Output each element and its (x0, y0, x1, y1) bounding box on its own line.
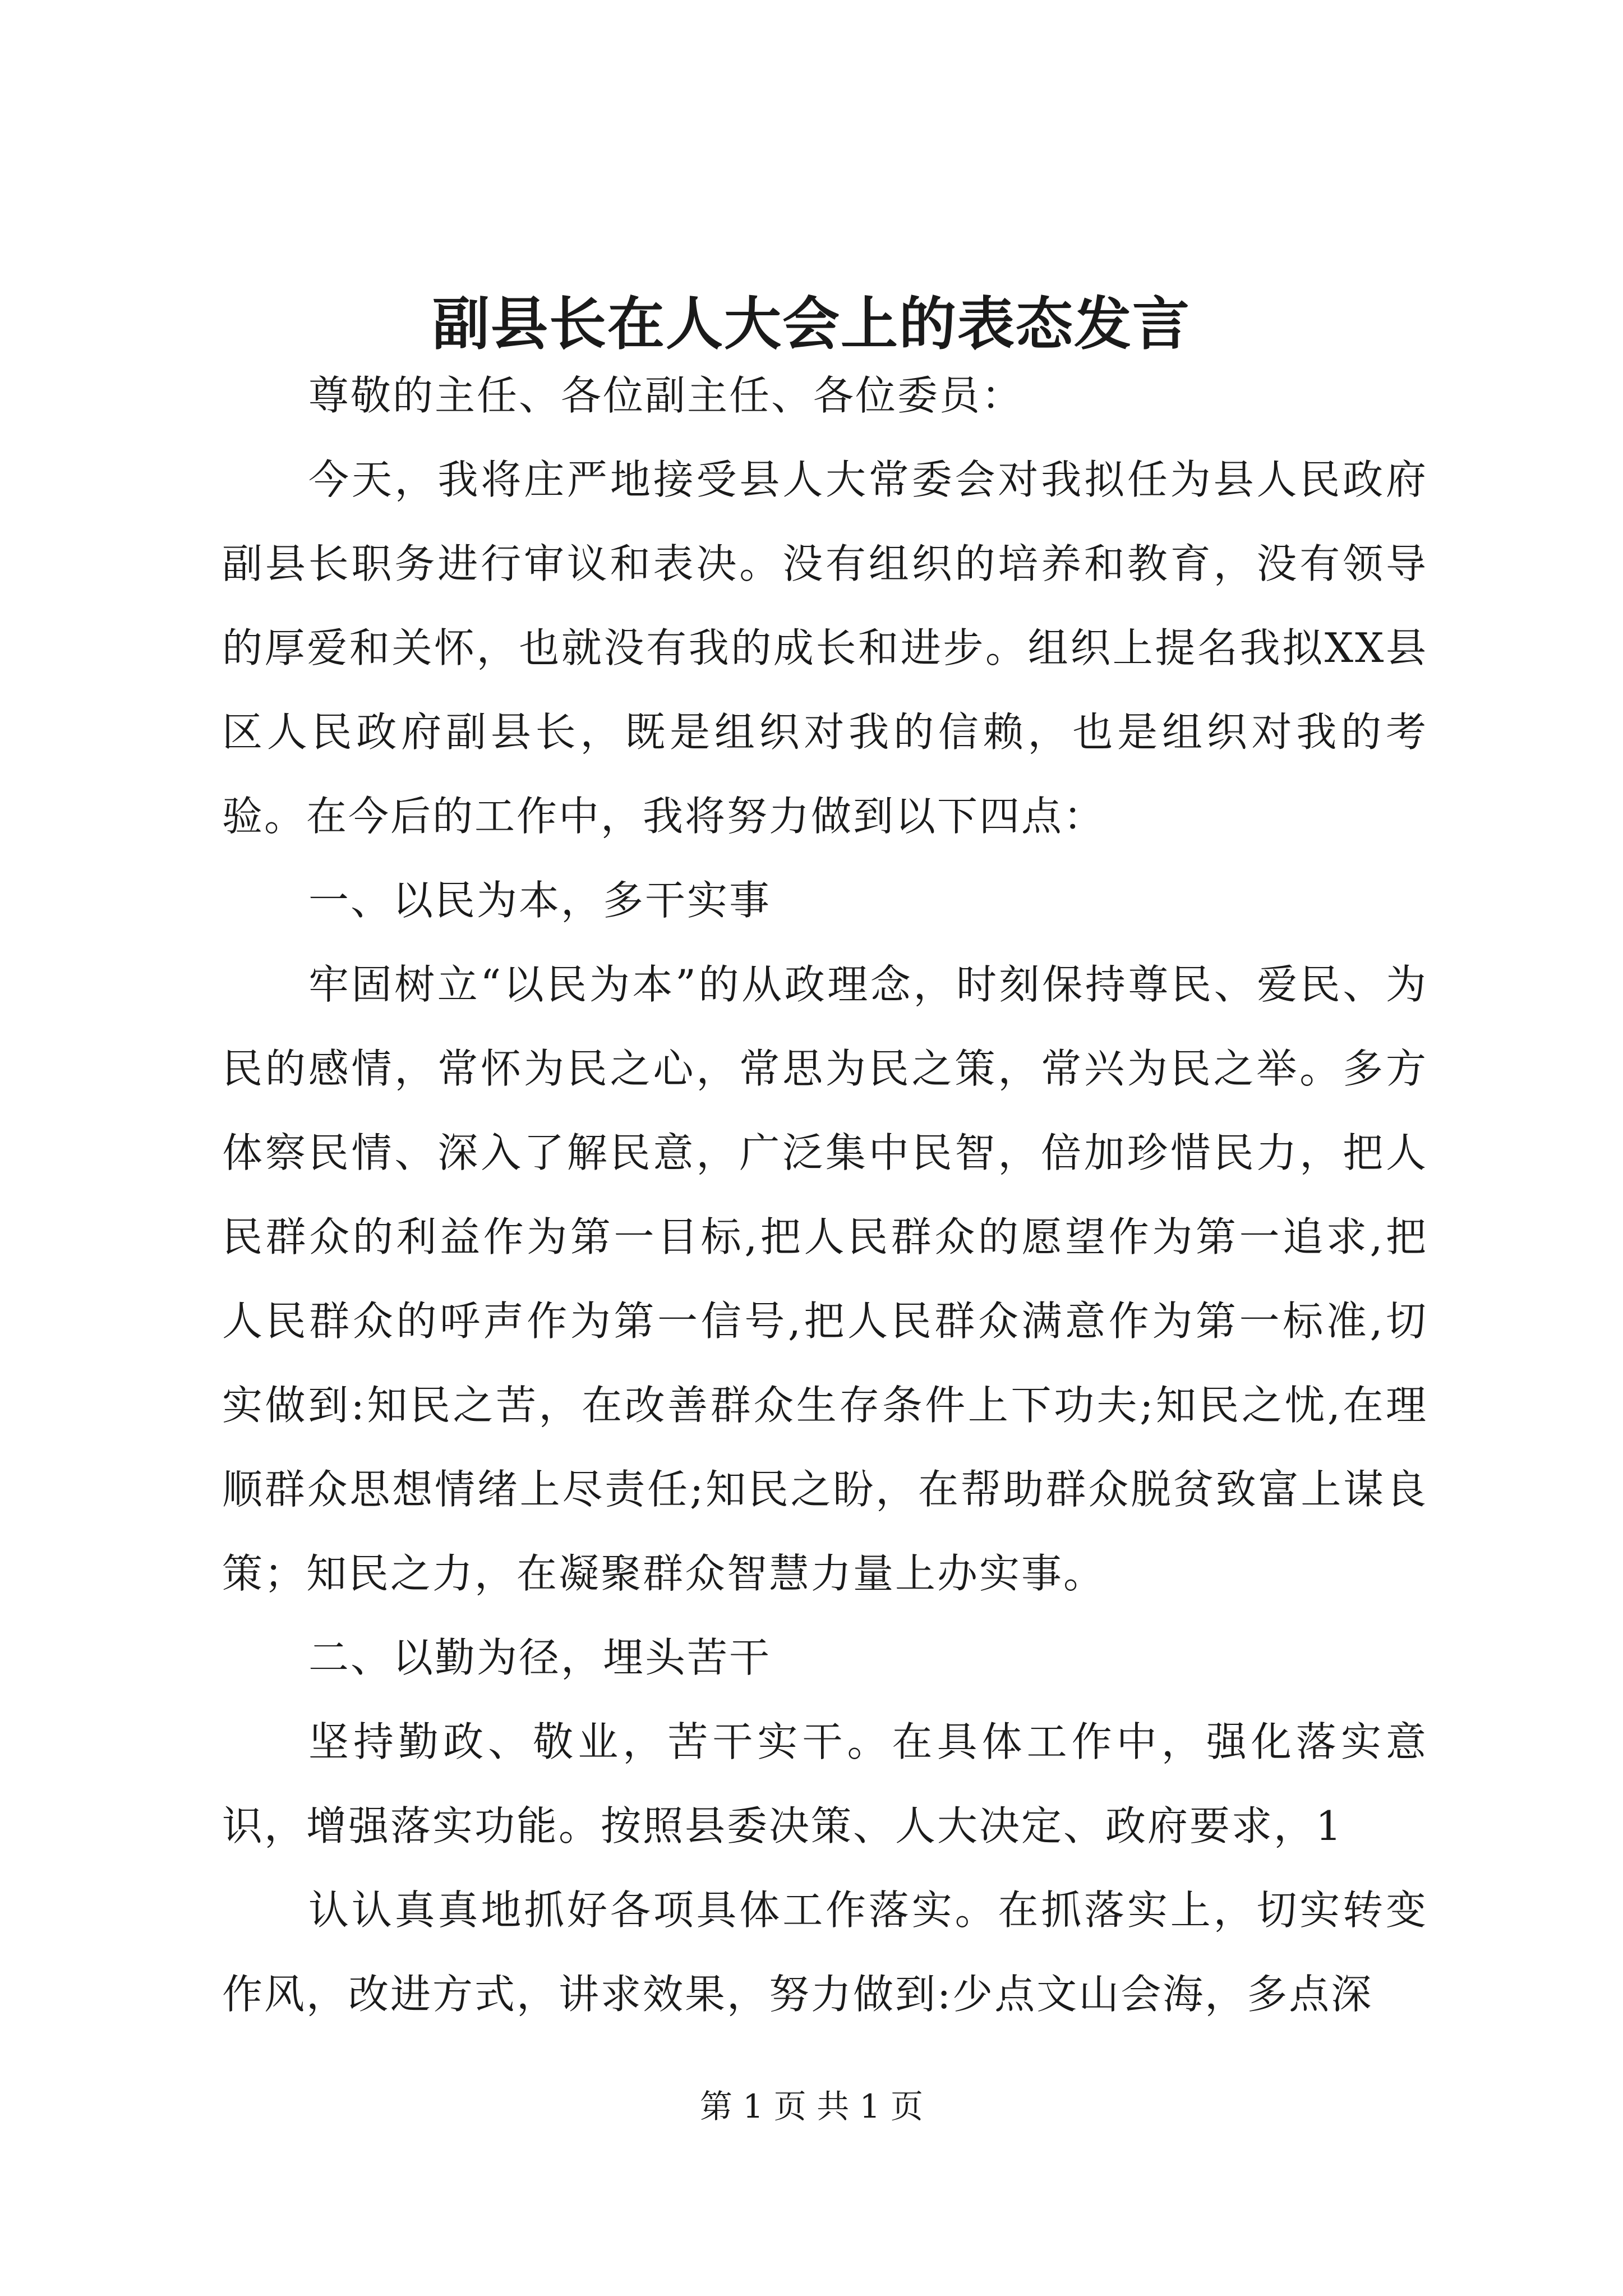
intro-paragraph: 今天，我将庄严地接受县人大常委会对我拟任为县人民政府副县长职务进行审议和表决。没有组织的培养和教育，没有领导的厚爱和关怀，也就没有我的成长和进步。组织上提名我拟XX县区人民政府副县长，既是组织对我的信赖，也是组织对我的考验。在今后的工作中，我将努力做到以下四点： (222, 456, 1428, 840)
section-2-paragraph: 坚持勤政、敬业，苦干实干。在具体工作中，强化落实意识，增强落实功能。按照县委决策、人大决定、政府要求，1 (222, 1718, 1428, 1849)
section-heading-2: 二、以勤为径，埋头苦干 (308, 1634, 772, 1681)
page-number-footer: 第 1 页 共 1 页 (700, 2087, 923, 2125)
section-heading-1: 一、以民为本，多干实事 (308, 877, 772, 924)
section-1-paragraph: 牢固树立“以民为本”的从政理念，时刻保持尊民、爱民、为民的感情，常怀为民之心，常思为民之策，常兴为民之举。多方体察民情、深入了解民意，广泛集中民智，倍加珍惜民力，把人民群众的利益作为第一目标,把人民群众的愿望作为第一追求,把人民群众的呼声作为第一信号,把人民群众满意作为第一标准,切实做到:知民之苦，在改善群众生存条件上下功夫;知民之忧,在理顺群众思想情绪上尽责任;知民之盼，在帮助群众脱贫致富上谋良策；知民之力，在凝聚群众智慧力量上办实事。 (222, 961, 1428, 1597)
document-body (222, 353, 1428, 2036)
salutation-paragraph: 尊敬的主任、各位副主任、各位委员： (308, 372, 1024, 419)
document-title: 副县长在人大会上的表态发言 (432, 291, 1191, 358)
continuation-paragraph: 认认真真地抓好各项具体工作落实。在抓落实上，切实转变作风，改进方式，讲求效果，努力做到:少点文山会海，多点深 (222, 1887, 1428, 2018)
